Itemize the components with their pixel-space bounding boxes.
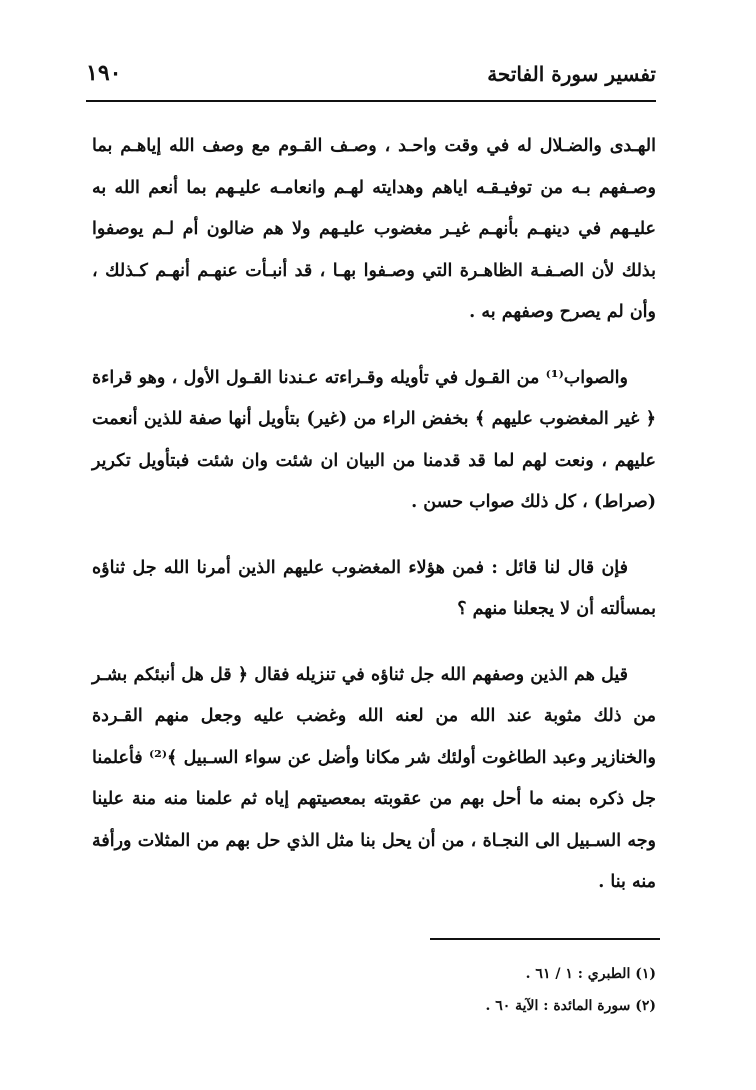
- footnote: (١) الطبري : ١ / ٦١ .: [525, 966, 656, 982]
- chapter-title: تفسير سورة الفاتحة: [487, 62, 656, 86]
- footnote-divider: [430, 938, 660, 940]
- header-divider: [86, 100, 656, 102]
- paragraph: قيل هم الذين وصفهم الله جل ثناؤه في تنزيله فقال ﴿ قل هل أنبئكم بشـر من ذلك مثوبة عند الله من لعنه الله وغضب عليه وجعل منهم القـردة والخنازير وعبد الطاغوت أولئك شر مكانا وأضل عن سواء السـبيل ﴾⁽²⁾ فأعلمنا جل ذكره بمنه ما أحل بهم من عقوبته بمعصيتهم إياه ثم علمنا منه منة علينا وجه السـبيل الى النجـاة ، من أن يحل بنا مثل الذي حل بهم من المثلات ورأفة منه بنا .: [92, 664, 656, 892]
- footnote: (٢) سورة المائدة : الآية ٦٠ .: [485, 998, 656, 1014]
- running-header: [86, 58, 656, 98]
- paragraph-gap: [92, 334, 656, 358]
- paragraph: والصواب⁽¹⁾ من القـول في تأويله وقـراءته عـندنا القـول الأول ، وهو قراءة ﴿ غير المغضوب عليهم ﴾ بخفض الراء من (غير) بتأويل أنها صفة للذين أنعمت عليهم ، ونعت لهم لما قد قدمنا من البيان ان شئت وان شئت فبتأويل تكرير (صراط) ، كل ذلك صواب حسن .: [92, 367, 656, 512]
- paragraph: الهـدى والضـلال له في وقت واحـد ، وصـف القـوم مع وصف الله إياهـم بما وصـفهم بـه من توفيـقـه اياهم وهدايته لهـم وانعامـه عليـهم بما أنعم الله به عليـهم في دينهـم بأنهـم غيـر مغضوب عليـهم ولا هم ضالون أم لـم يوصفوا بذلك لأن الصـفـة الظاهـرة التي وصـفوا بهـا ، قد أنبـأت عنهـم أنهـم كـذلك ، وأن لم يصرح وصفهم به .: [92, 136, 656, 322]
- paragraph-gap: [92, 631, 656, 655]
- paragraph-gap: [92, 524, 656, 548]
- paragraph: فإن قال لنا قائل : فمن هؤلاء المغضوب عليهم الذين أمرنا الله جل ثناؤه بمسألته أن لا يجعلنا منهم ؟: [92, 557, 656, 619]
- footnotes: [200, 958, 656, 1022]
- page-number: ١٩٠: [86, 60, 122, 86]
- main-text: [92, 126, 656, 904]
